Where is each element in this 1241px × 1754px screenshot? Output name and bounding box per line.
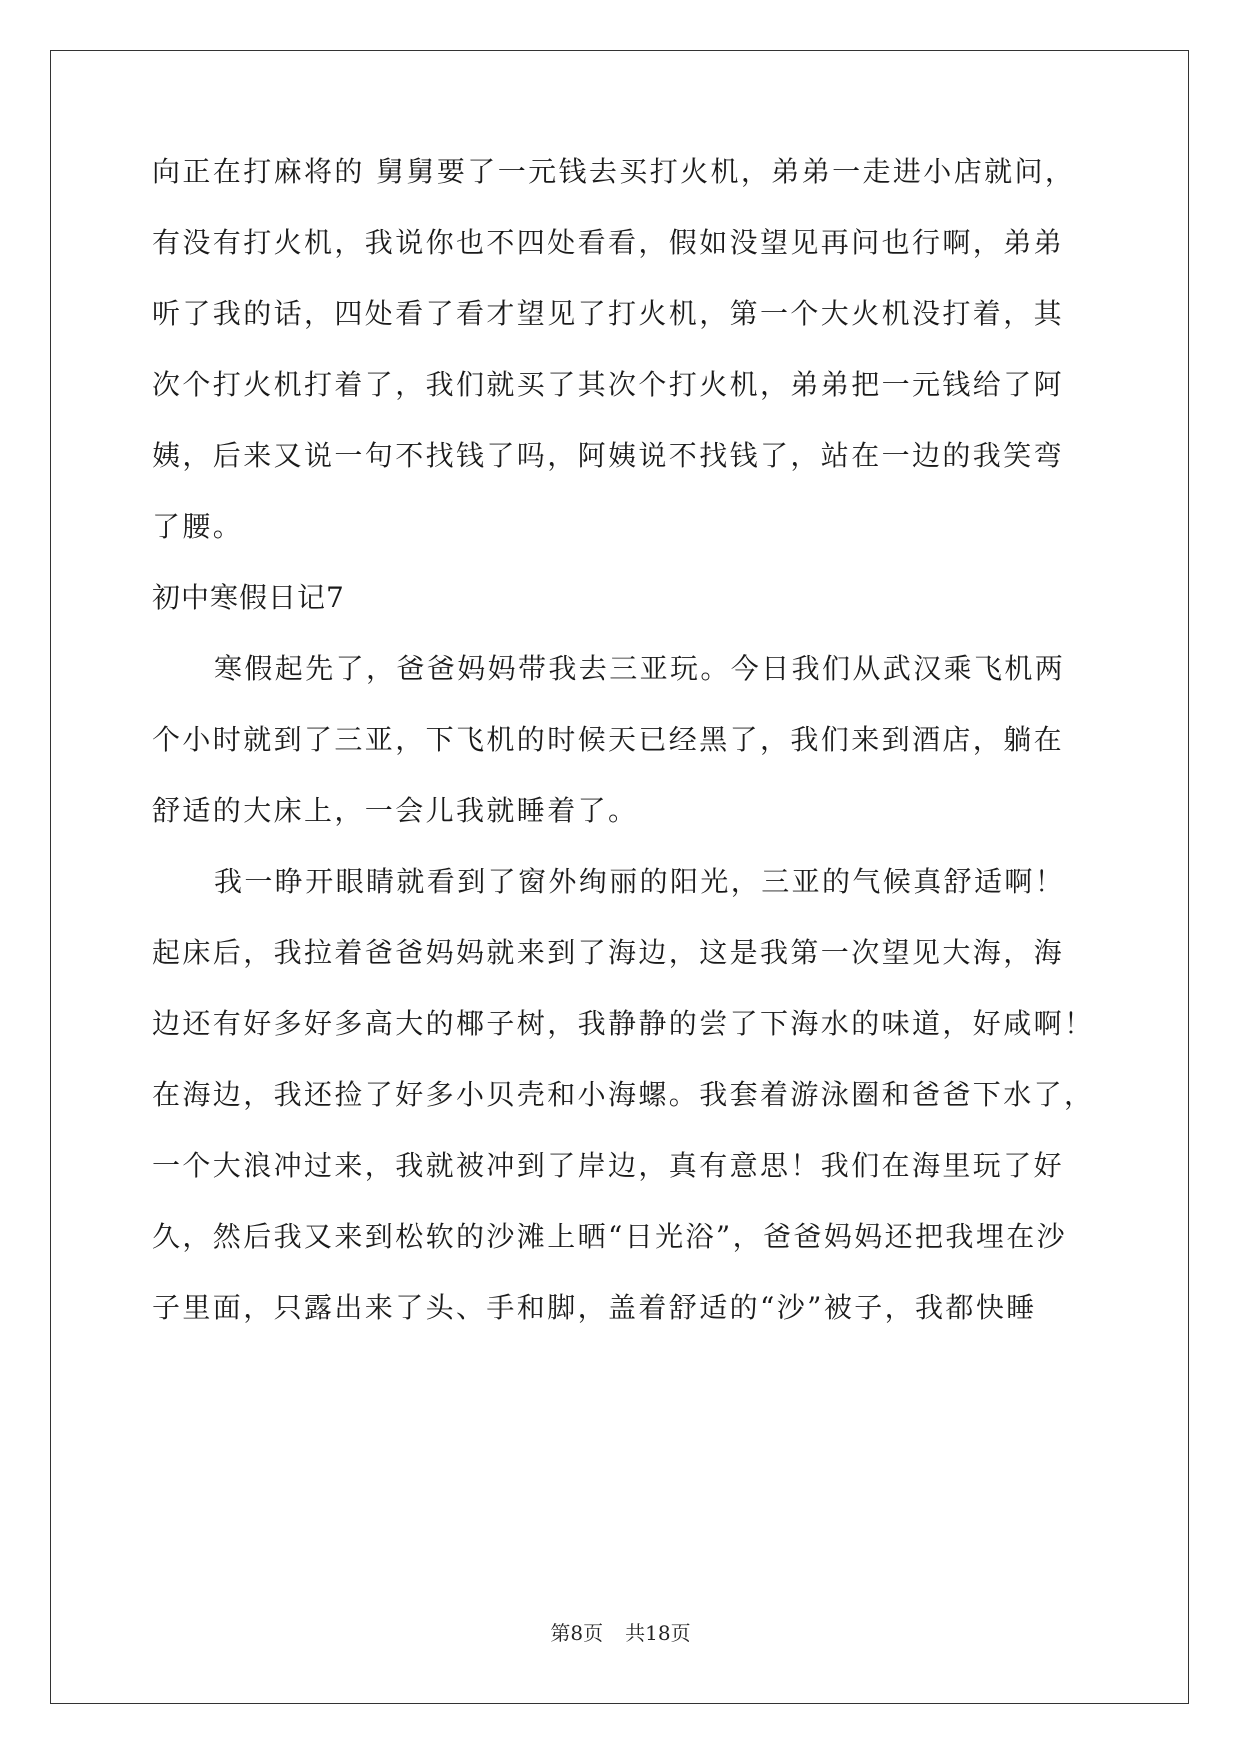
text-line: 在海边，我还捡了好多小贝壳和小海螺。我套着游泳圈和爸爸下水了，: [152, 1078, 1095, 1111]
text-line: 我一睁开眼睛就看到了窗外绚丽的阳光，三亚的气候真舒适啊！: [214, 865, 1066, 898]
page-total: 共18页: [625, 1621, 691, 1645]
text-line: 子里面，只露出来了头、手和脚，盖着舒适的“沙”被子，我都快睡: [152, 1291, 1037, 1324]
text-line: 有没有打火机，我说你也不四处看看，假如没望见再问也行啊，弟弟: [152, 226, 1065, 259]
text-line: 了腰。: [152, 510, 244, 543]
text-line: 听了我的话，四处看了看才望见了打火机，第一个大火机没打着，其: [152, 297, 1065, 330]
text-line: 个小时就到了三亚，下飞机的时候天已经黑了，我们来到酒店，躺在: [152, 723, 1065, 756]
page-number: 第8页: [550, 1621, 604, 1645]
text-line: 舒适的大床上，一会儿我就睡着了。: [152, 794, 639, 827]
text-line: 姨，后来又说一句不找钱了吗，阿姨说不找钱了，站在一边的我笑弯: [152, 439, 1065, 472]
text-line: 一个大浪冲过来，我就被冲到了岸边，真有意思！我们在海里玩了好: [152, 1149, 1065, 1182]
text-line: 边还有好多好多高大的椰子树，我静静的尝了下海水的味道，好咸啊！: [152, 1007, 1095, 1040]
text-line: 久，然后我又来到松软的沙滩上晒“日光浴”，爸爸妈妈还把我埋在沙: [152, 1220, 1068, 1253]
text-line: 次个打火机打着了，我们就买了其次个打火机，弟弟把一元钱给了阿: [152, 368, 1065, 401]
text-line: 向正在打麻将的 舅舅要了一元钱去买打火机，弟弟一走进小店就问，: [152, 155, 1076, 188]
section-heading: 初中寒假日记7: [152, 581, 345, 614]
text-line: 寒假起先了，爸爸妈妈带我去三亚玩。今日我们从武汉乘飞机两: [214, 652, 1066, 685]
text-line: 起床后，我拉着爸爸妈妈就来到了海边，这是我第一次望见大海，海: [152, 936, 1065, 969]
page-footer: [0, 1620, 1241, 1646]
